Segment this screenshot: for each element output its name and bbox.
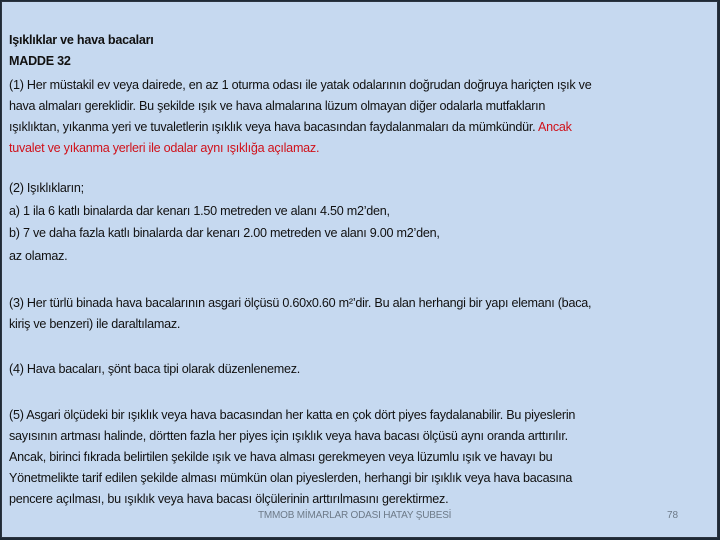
- paragraph-1-red-text: Ancak: [537, 120, 572, 134]
- paragraph-1-text: ışıklıktan, yıkanma yeri ve tuvaletlerin ışıklık veya hava bacasından faydalanmaları da mümkündür.: [9, 120, 538, 134]
- paragraph-5-line: pencere açılması, bu ışıklık veya hava bacası ölçülerinin arttırılmasını gerektirmez.: [9, 492, 449, 506]
- page-number: 78: [667, 510, 679, 521]
- paragraph-1-line: (1) Her müstakil ev veya dairede, en az 1 oturma odası ile yatak odalarının doğrudan doğruya hariçten ışık ve: [9, 78, 592, 92]
- paragraph-1-line: [9, 119, 572, 135]
- section-title: Işıklıklar ve hava bacaları: [9, 33, 154, 47]
- article-heading: MADDE 32: [9, 54, 71, 68]
- paragraph-1-red-line: tuvalet ve yıkanma yerleri ile odalar aynı ışıklığa açılamaz.: [9, 141, 320, 155]
- slide: [1, 1, 718, 538]
- paragraph-2-line: az olamaz.: [9, 249, 68, 263]
- paragraph-1-line: hava almaları gereklidir. Bu şekilde ışık ve hava almalarına lüzum olmayan diğer odalarla mutfakların: [9, 99, 546, 113]
- paragraph-5-line: (5) Asgari ölçüdeki bir ışıklık veya hava bacasından her katta en çok dört piyes faydalanabilir. Bu piyeslerin: [9, 408, 576, 422]
- paragraph-2-line: (2) Işıklıkların;: [9, 181, 84, 195]
- footer-text: TMMOB MİMARLAR ODASI HATAY ŞUBESİ: [258, 510, 452, 521]
- paragraph-3-line: kiriş ve benzeri) ile daraltılamaz.: [9, 317, 181, 331]
- paragraph-3-line: (3) Her türlü binada hava bacalarının asgari ölçüsü 0.60x0.60 m²’dir. Bu alan herhangi bir yapı elemanı (baca,: [9, 296, 592, 310]
- paragraph-5-line: Yönetmelikte tarif edilen şekilde alması mümkün olan piyeslerden, herhangi bir ışıklık veya hava bacasına: [9, 471, 573, 485]
- paragraph-2-line: a) 1 ila 6 katlı binalarda dar kenarı 1.50 metreden ve alanı 4.50 m2’den,: [9, 204, 390, 218]
- paragraph-4-line: (4) Hava bacaları, şönt baca tipi olarak düzenlenemez.: [9, 362, 301, 376]
- paragraph-5-line: Ancak, birinci fıkrada belirtilen şekilde ışık ve hava alması gerekmeyen veya lüzumlu ışık ve havayı bu: [9, 450, 553, 464]
- paragraph-5-line: sayısının artması halinde, dörtten fazla her piyes için ışıklık veya hava bacası ölçüsü aynı oranda arttırılır.: [9, 429, 568, 443]
- paragraph-2-line: b) 7 ve daha fazla katlı binalarda dar kenarı 2.00 metreden ve alanı 9.00 m2’den,: [9, 226, 440, 240]
